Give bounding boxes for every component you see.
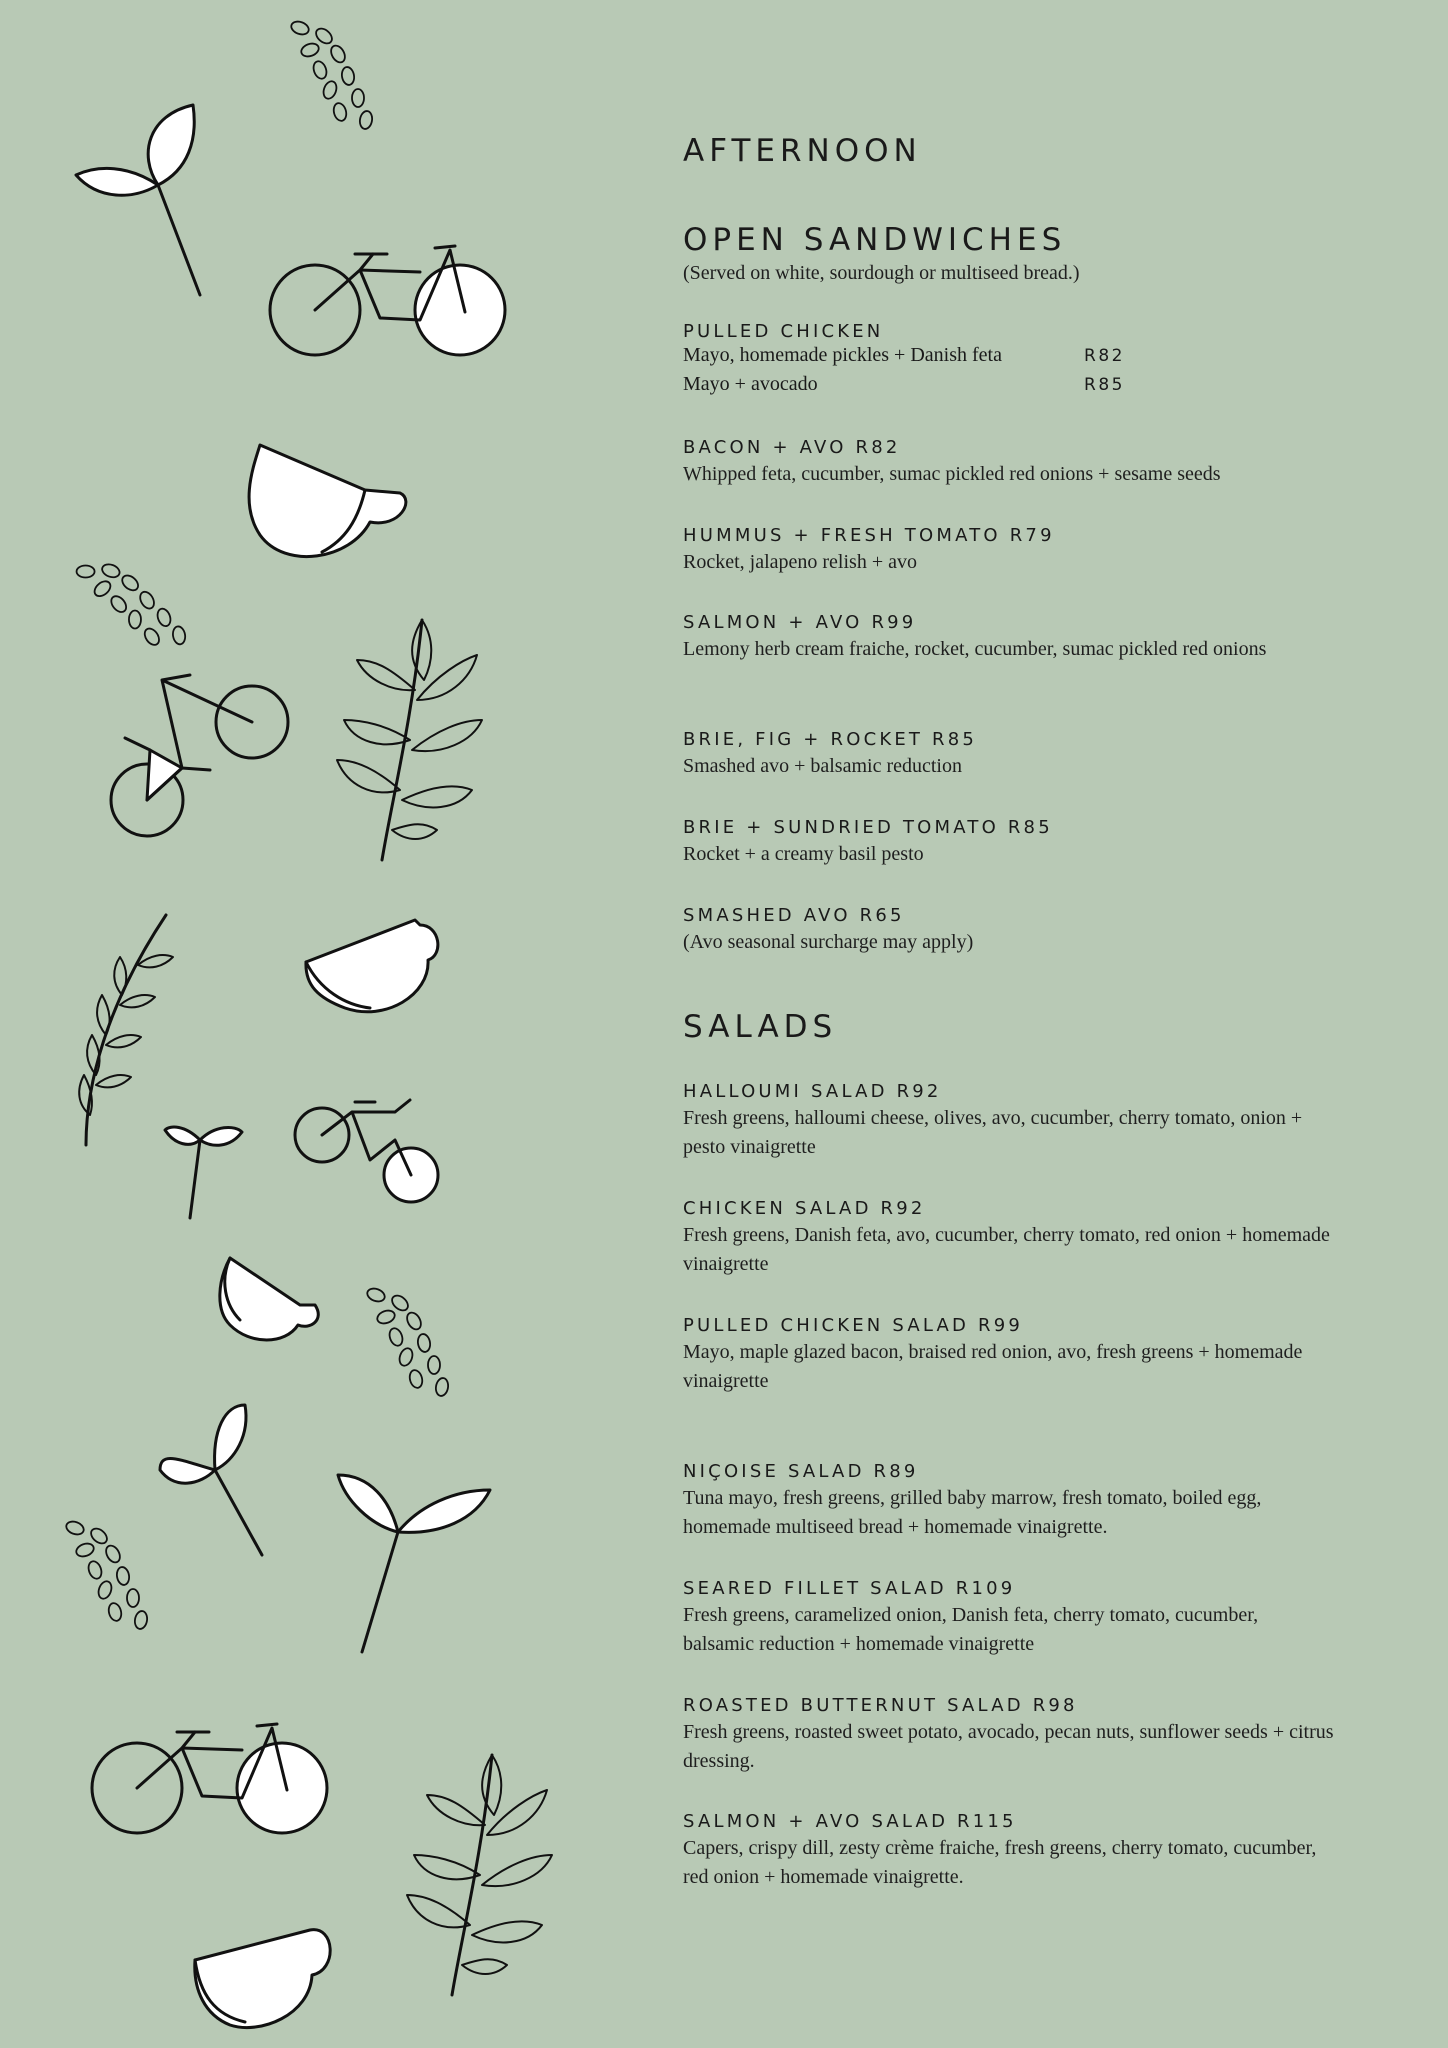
menu-item	[683, 904, 1403, 957]
coffee-beans-icon	[289, 19, 373, 130]
item-description: Rocket + a creamy basil pesto	[683, 843, 924, 865]
bicycle-icon	[295, 1100, 438, 1202]
coffee-beans-icon	[73, 538, 190, 671]
price-option-row	[683, 373, 1403, 402]
menu-item-pulled-chicken	[683, 320, 1403, 402]
item-name: SEARED FILLET SALAD R109	[683, 1578, 1016, 1599]
menu-item	[683, 611, 1303, 664]
item-description: Mayo, maple glazed bacon, braised red onion, avo, fresh greens + homemade vinaigrette	[683, 1341, 1303, 1392]
item-name: ROASTED BUTTERNUT SALAD R98	[683, 1695, 1078, 1716]
bicycle-icon	[111, 675, 288, 836]
bicycle-icon	[92, 1724, 327, 1833]
item-description: Fresh greens, Danish feta, avo, cucumber, cherry tomato, red onion + homemade vinaigrette	[683, 1224, 1330, 1275]
menu-item	[683, 1694, 1403, 1776]
item-name: HALLOUMI SALAD R92	[683, 1081, 942, 1102]
item-description: Whipped feta, cucumber, sumac pickled red onions + sesame seeds	[683, 463, 1221, 485]
item-description: Smashed avo + balsamic reduction	[683, 755, 962, 777]
item-description: (Avo seasonal surcharge may apply)	[683, 931, 974, 953]
sprout-icon	[338, 1475, 490, 1652]
menu-title: AFTERNOON	[683, 133, 922, 169]
menu-item	[683, 1197, 1353, 1279]
option-price: R85	[1084, 375, 1125, 395]
sprout-icon	[165, 1127, 242, 1218]
coffee-cup-icon	[306, 920, 438, 1012]
coffee-cup-icon	[220, 1258, 318, 1340]
decorative-illustrations	[0, 0, 560, 2048]
option-text: Mayo + avocado	[683, 373, 818, 395]
item-description: Fresh greens, halloumi cheese, olives, avo, cucumber, cherry tomato, onion + pesto vinaigrette	[683, 1107, 1303, 1158]
leaf-branch-icon	[337, 620, 482, 860]
coffee-beans-icon	[64, 1519, 148, 1630]
section-subtitle: (Served on white, sourdough or multiseed bread.)	[683, 262, 1080, 284]
item-name: BRIE, FIG + ROCKET R85	[683, 729, 978, 750]
menu-item	[683, 1460, 1338, 1542]
item-name: CHICKEN SALAD R92	[683, 1198, 926, 1219]
item-name: SMASHED AVO R65	[683, 905, 905, 926]
option-price: R82	[1084, 346, 1125, 366]
item-description: Capers, crispy dill, zesty crème fraiche, fresh greens, cherry tomato, cucumber, red onion + homemade vinaigrette.	[683, 1837, 1317, 1888]
option-text: Mayo, homemade pickles + Danish feta	[683, 344, 1002, 366]
item-description: Tuna mayo, fresh greens, grilled baby marrow, fresh tomato, boiled egg, homemade multiseed bread + homemade vinaigrette.	[683, 1487, 1262, 1538]
menu-item	[683, 436, 1403, 489]
menu-item	[683, 1810, 1343, 1892]
item-description: Fresh greens, roasted sweet potato, avocado, pecan nuts, sunflower seeds + citrus dressing.	[683, 1721, 1334, 1772]
item-name: PULLED CHICKEN SALAD R99	[683, 1315, 1024, 1336]
menu-item	[683, 1080, 1343, 1162]
menu-item	[683, 728, 1403, 781]
coffee-cup-icon	[249, 445, 406, 557]
menu-item	[683, 1314, 1323, 1396]
sprout-icon	[76, 105, 200, 295]
leaf-branch-icon	[407, 1755, 552, 1995]
item-description: Lemony herb cream fraiche, rocket, cucumber, sumac pickled red onions	[683, 638, 1267, 660]
coffee-cup-icon	[195, 1930, 330, 2028]
item-name: NIÇOISE SALAD R89	[683, 1461, 919, 1482]
bicycle-icon	[270, 246, 505, 355]
fern-icon	[79, 915, 173, 1145]
menu-item	[683, 1577, 1273, 1659]
item-description: Rocket, jalapeno relish + avo	[683, 551, 917, 573]
item-name: SALMON + AVO SALAD R115	[683, 1811, 1017, 1832]
section-heading-open-sandwiches: OPEN SANDWICHES	[683, 222, 1067, 258]
menu-item	[683, 524, 1403, 577]
coffee-beans-icon	[365, 1286, 449, 1397]
item-name: BACON + AVO R82	[683, 437, 901, 458]
sprout-icon	[160, 1405, 262, 1555]
item-name: HUMMUS + FRESH TOMATO R79	[683, 525, 1055, 546]
menu-item	[683, 816, 1403, 869]
item-description: Fresh greens, caramelized onion, Danish feta, cherry tomato, cucumber, balsamic reduction + homemade vinaigrette	[683, 1604, 1259, 1655]
price-option-row	[683, 344, 1403, 373]
item-name: BRIE + SUNDRIED TOMATO R85	[683, 817, 1053, 838]
item-name: PULLED CHICKEN	[683, 321, 884, 342]
section-heading-salads: SALADS	[683, 1009, 838, 1045]
item-name: SALMON + AVO R99	[683, 612, 917, 633]
